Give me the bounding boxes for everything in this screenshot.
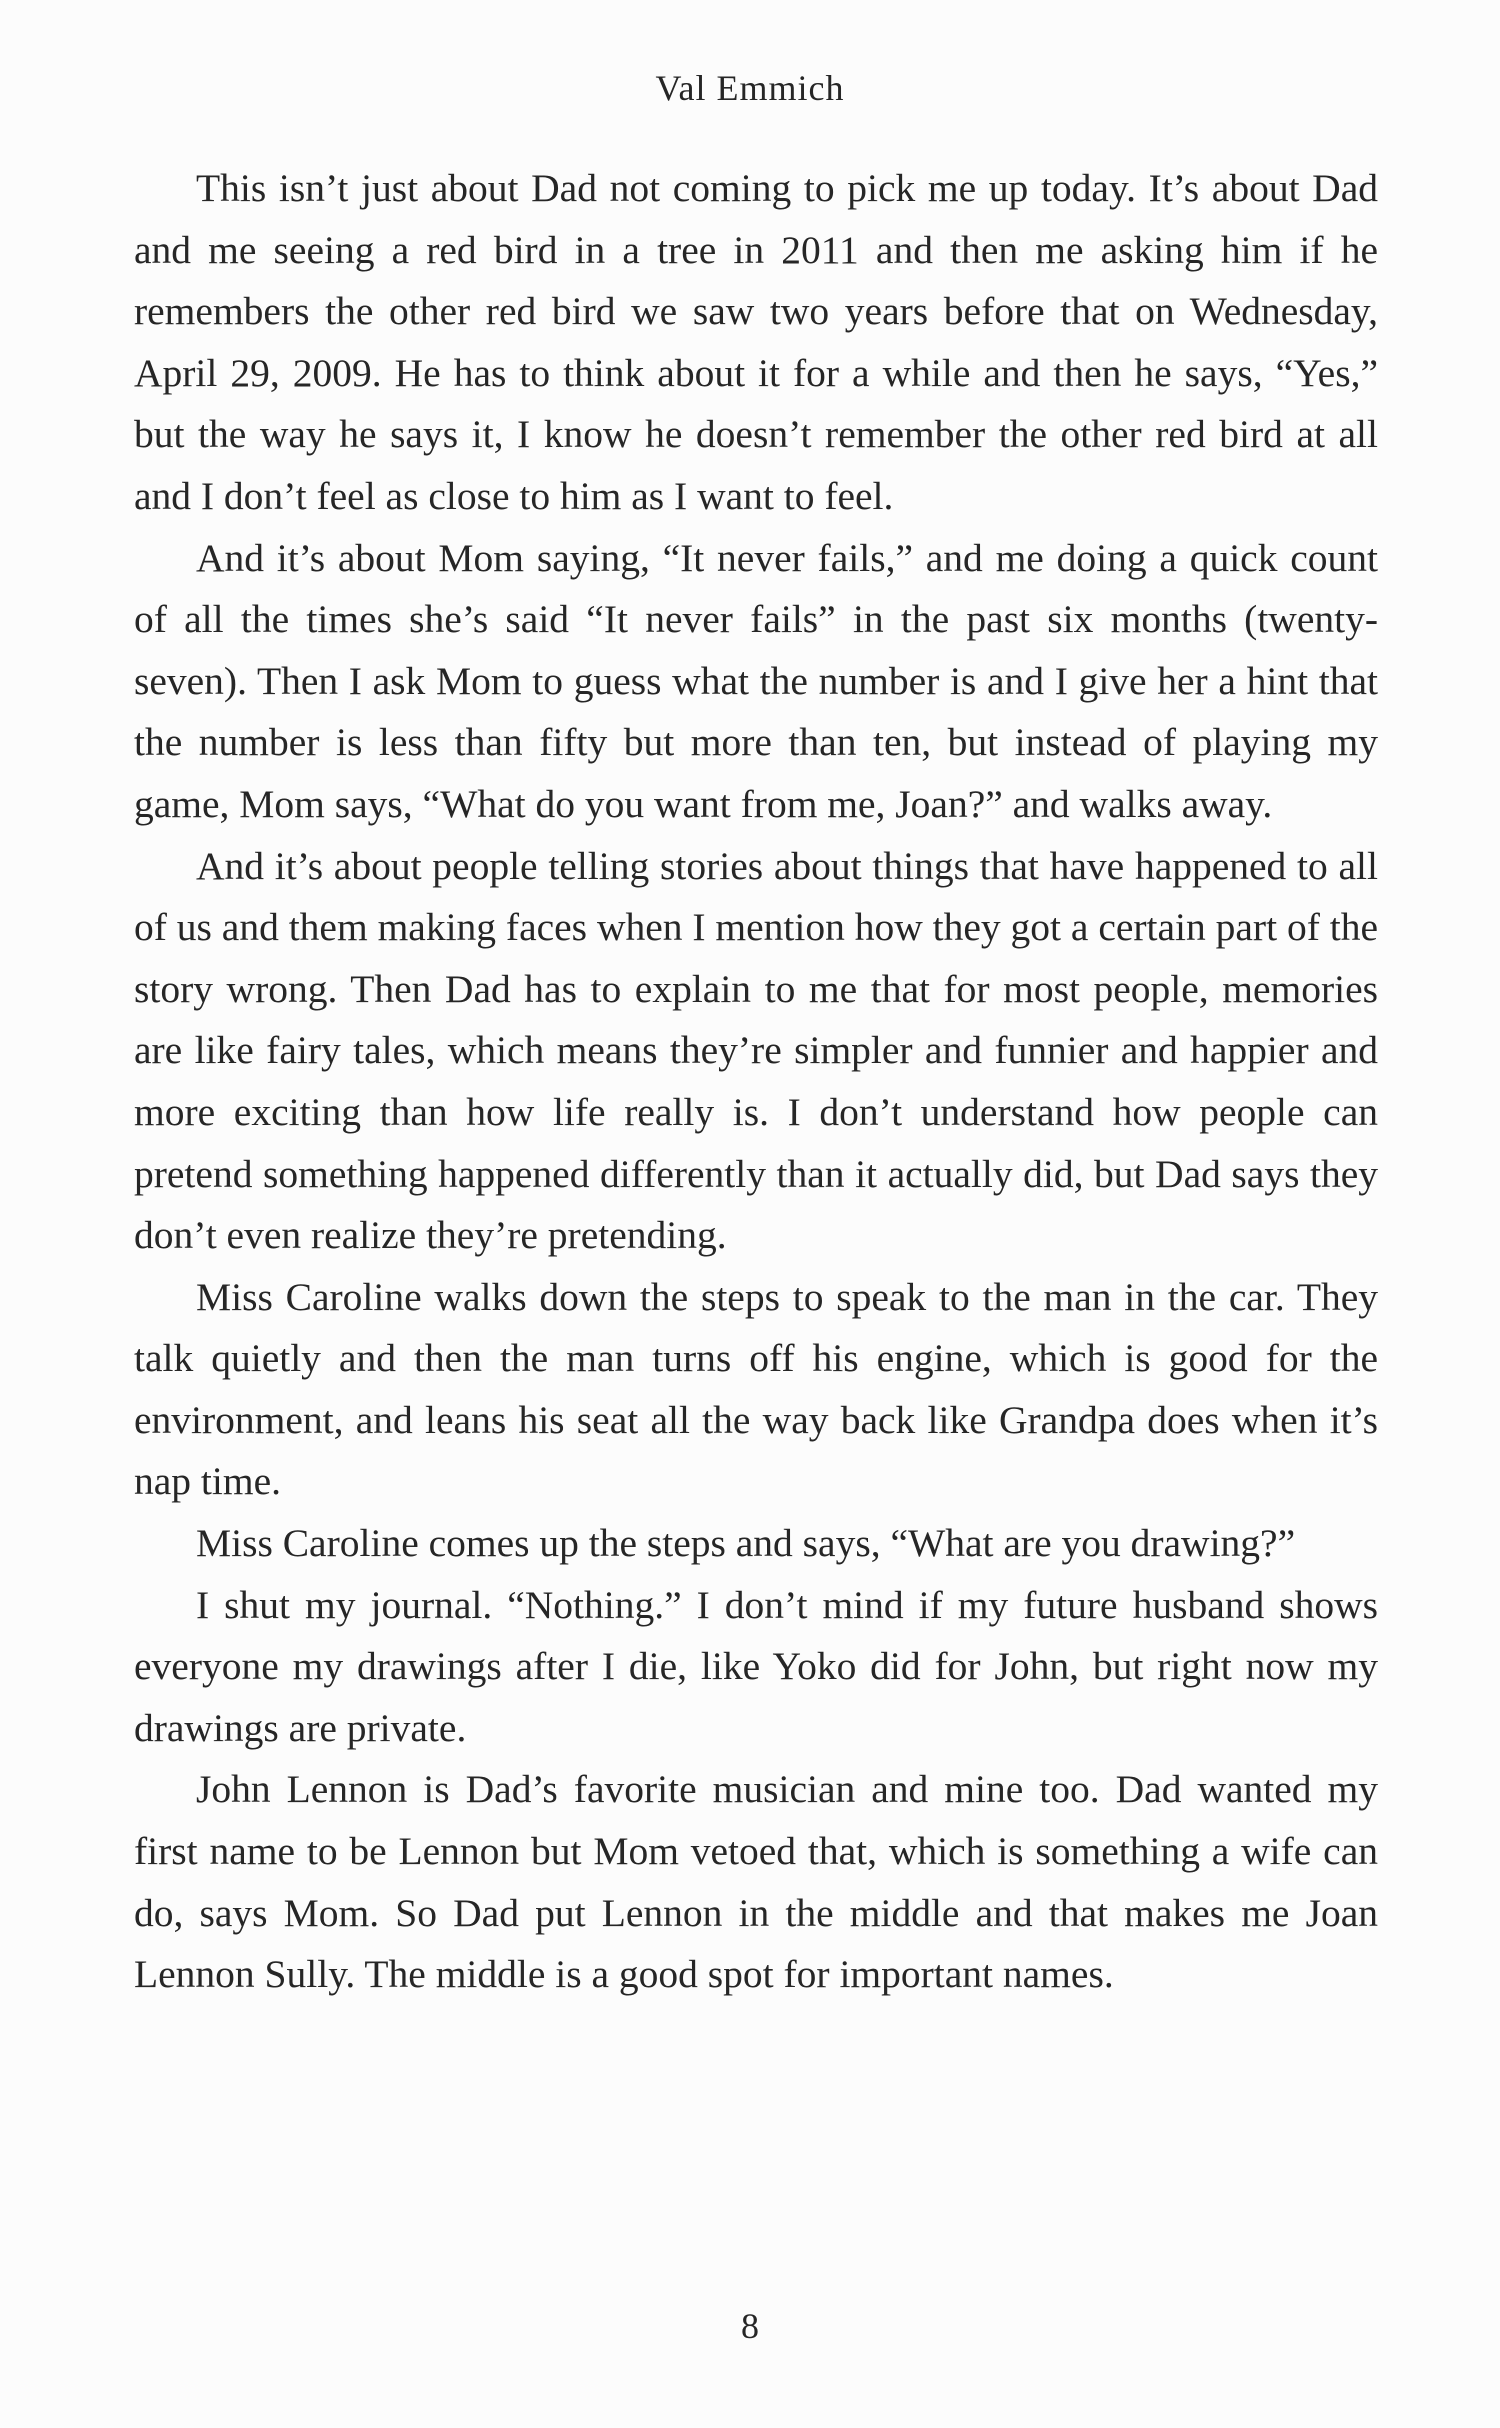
running-header: Val Emmich [655, 68, 845, 108]
paragraph-4: Miss Caroline walks down the steps to speak to the man in the car. They talk quietly and then the man turns off his engine, which is good for the environment, and leans his seat all the way back like Grandpa does when it’s nap time. [134, 1274, 1378, 1504]
body-text [134, 158, 1378, 2006]
paragraph-6: I shut my journal. “Nothing.” I don’t mind if my future husband shows everyone my drawings after I die, like Yoko did for John, but right now my drawings are private. [134, 1582, 1378, 1750]
paragraph-3: And it’s about people telling stories about things that have happened to all of us and them making faces when I mention how they got a certain part of the story wrong. Then Dad has to explain to me that for most people, memories are like fairy tales, which means they’re simpler and funnier and happier and more exciting than how life really is. I don’t understand how people can pretend something happened differently than it actually did, but Dad says they don’t even realize they’re pretending. [134, 843, 1378, 1258]
page-number: 8 [741, 2306, 759, 2346]
paragraph-1: This isn’t just about Dad not coming to pick me up today. It’s about Dad and me seeing a red bird in a tree in 2011 and then me asking him if he remembers the other red bird we saw two years before that on Wednesday, April 29, 2009. He has to think about it for a while and then he says, “Yes,” but the way he says it, I know he doesn’t remember the other red bird at all and I don’t feel as close to him as I want to feel. [134, 166, 1378, 518]
paragraph-7: John Lennon is Dad’s favorite musician and mine too. Dad wanted my first name to be Lennon but Mom vetoed that, which is something a wife can do, says Mom. So Dad put Lennon in the middle and that makes me Joan Lennon Sully. The middle is a good spot for important names. [134, 1767, 1378, 1997]
paragraph-2: And it’s about Mom saying, “It never fails,” and me doing a quick count of all the times she’s said “It never fails” in the past six months (twenty-seven). Then I ask Mom to guess what the number is and I give her a hint that the number is less than fifty but more than ten, but instead of playing my game, Mom says, “What do you want from me, Joan?” and walks away. [134, 535, 1378, 826]
paragraph-5: Miss Caroline comes up the steps and says, “What are you drawing?” [196, 1521, 1296, 1566]
